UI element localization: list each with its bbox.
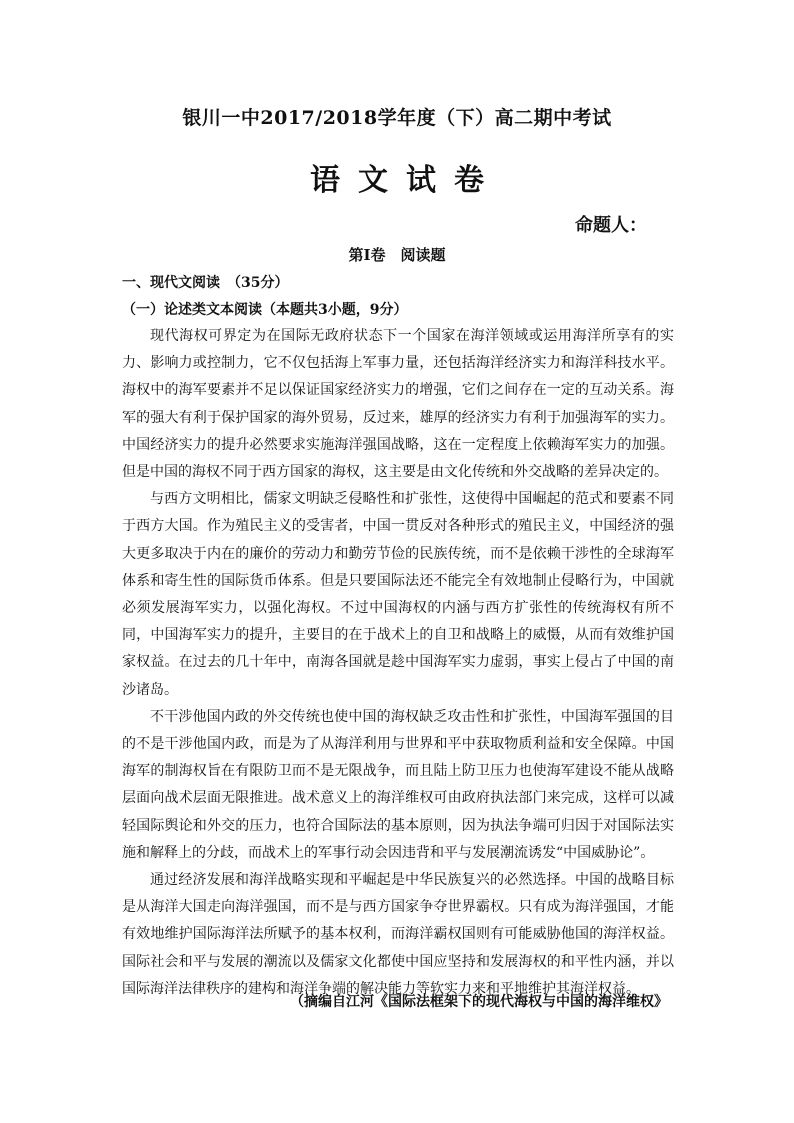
subsection-heading: （一）论述类文本阅读（本题共3小题，9分）: [122, 302, 408, 318]
subject-title: 语文试卷: [310, 163, 502, 198]
passage-body: [122, 323, 674, 1003]
passage-paragraph: 通过经济发展和海洋战略实现和平崛起是中华民族复兴的必然选择。中国的战略目标是从海洋大国走向海洋强国，而不是与西方国家争夺世界霸权。只有成为海洋强国，才能有效地维护国际海洋法所赋予的基本权利，而海洋霸权国则有可能威胁他国的海洋权益。国际社会和平与发展的潮流以及儒家文化都使中国应坚持和发展海权的和平性内涵，并以国际海洋法律秩序的建构和海洋争端的解决能力等软实力来和平地维护其海洋权益。: [122, 872, 674, 997]
exam-title: 银川一中2017/2018学年度（下）高二期中考试: [182, 107, 612, 129]
passage-source: （摘编自江河《国际法框架下的现代海权与中国的海洋维权》: [290, 994, 668, 1010]
volume-title: 第Ⅰ卷 阅读题: [348, 246, 446, 264]
author-label: 命题人：: [575, 215, 647, 236]
section-heading: 一、现代文阅读 （35分）: [122, 275, 289, 291]
passage-paragraph: 不干涉他国内政的外交传统也使中国的海权缺乏攻击性和扩张性，中国海军强国的目的不是干涉他国内政，而是为了从海洋利用与世界和平中获取物质利益和安全保障。中国海军的制海权旨在有限防卫而不是无限战争，而且陆上防卫压力也使海军建设不能从战略层面向战术层面无限推进。战术意义上的海洋维权可由政府执法部门来完成，这样可以减轻国际舆论和外交的压力，也符合国际法的基本原则，因为执法争端可归因于对国际法实施和解释上的分歧，而战术上的军事行动会因违背和平与发展潮流诱发“中国威胁论”。: [122, 708, 674, 861]
passage-paragraph: 现代海权可界定为在国际无政府状态下一个国家在海洋领域或运用海洋所享有的实力、影响力或控制力，它不仅包括海上军事力量，还包括海洋经济实力和海洋科技水平。海权中的海军要素并不足以保证国家经济实力的增强，它们之间存在一定的互动关系。海军的强大有利于保护国家的海外贸易，反过来，雄厚的经济实力有利于加强海军的实力。中国经济实力的提升必然要求实施海洋强国战略，这在一定程度上依赖海军实力的加强。但是中国的海权不同于西方国家的海权，这主要是由文化传统和外交战略的差异决定的。: [122, 328, 674, 481]
passage-paragraph: 与西方文明相比，儒家文明缺乏侵略性和扩张性，这使得中国崛起的范式和要素不同于西方大国。作为殖民主义的受害者，中国一贯反对各种形式的殖民主义，中国经济的强大更多取决于内在的廉价的劳动力和勤劳节俭的民族传统，而不是依赖干涉性的全球海军体系和寄生性的国际货币体系。但是只要国际法还不能完全有效地制止侵略行为，中国就必须发展海军实力，以强化海权。不过中国海权的内涵与西方扩张性的传统海权有所不同，中国海军实力的提升，主要目的在于战术上的自卫和战略上的威慑，从而有效维护国家权益。在过去的几十年中，南海各国就是趁中国海军实力虚弱，事实上侵占了中国的南沙诸岛。: [122, 491, 674, 698]
